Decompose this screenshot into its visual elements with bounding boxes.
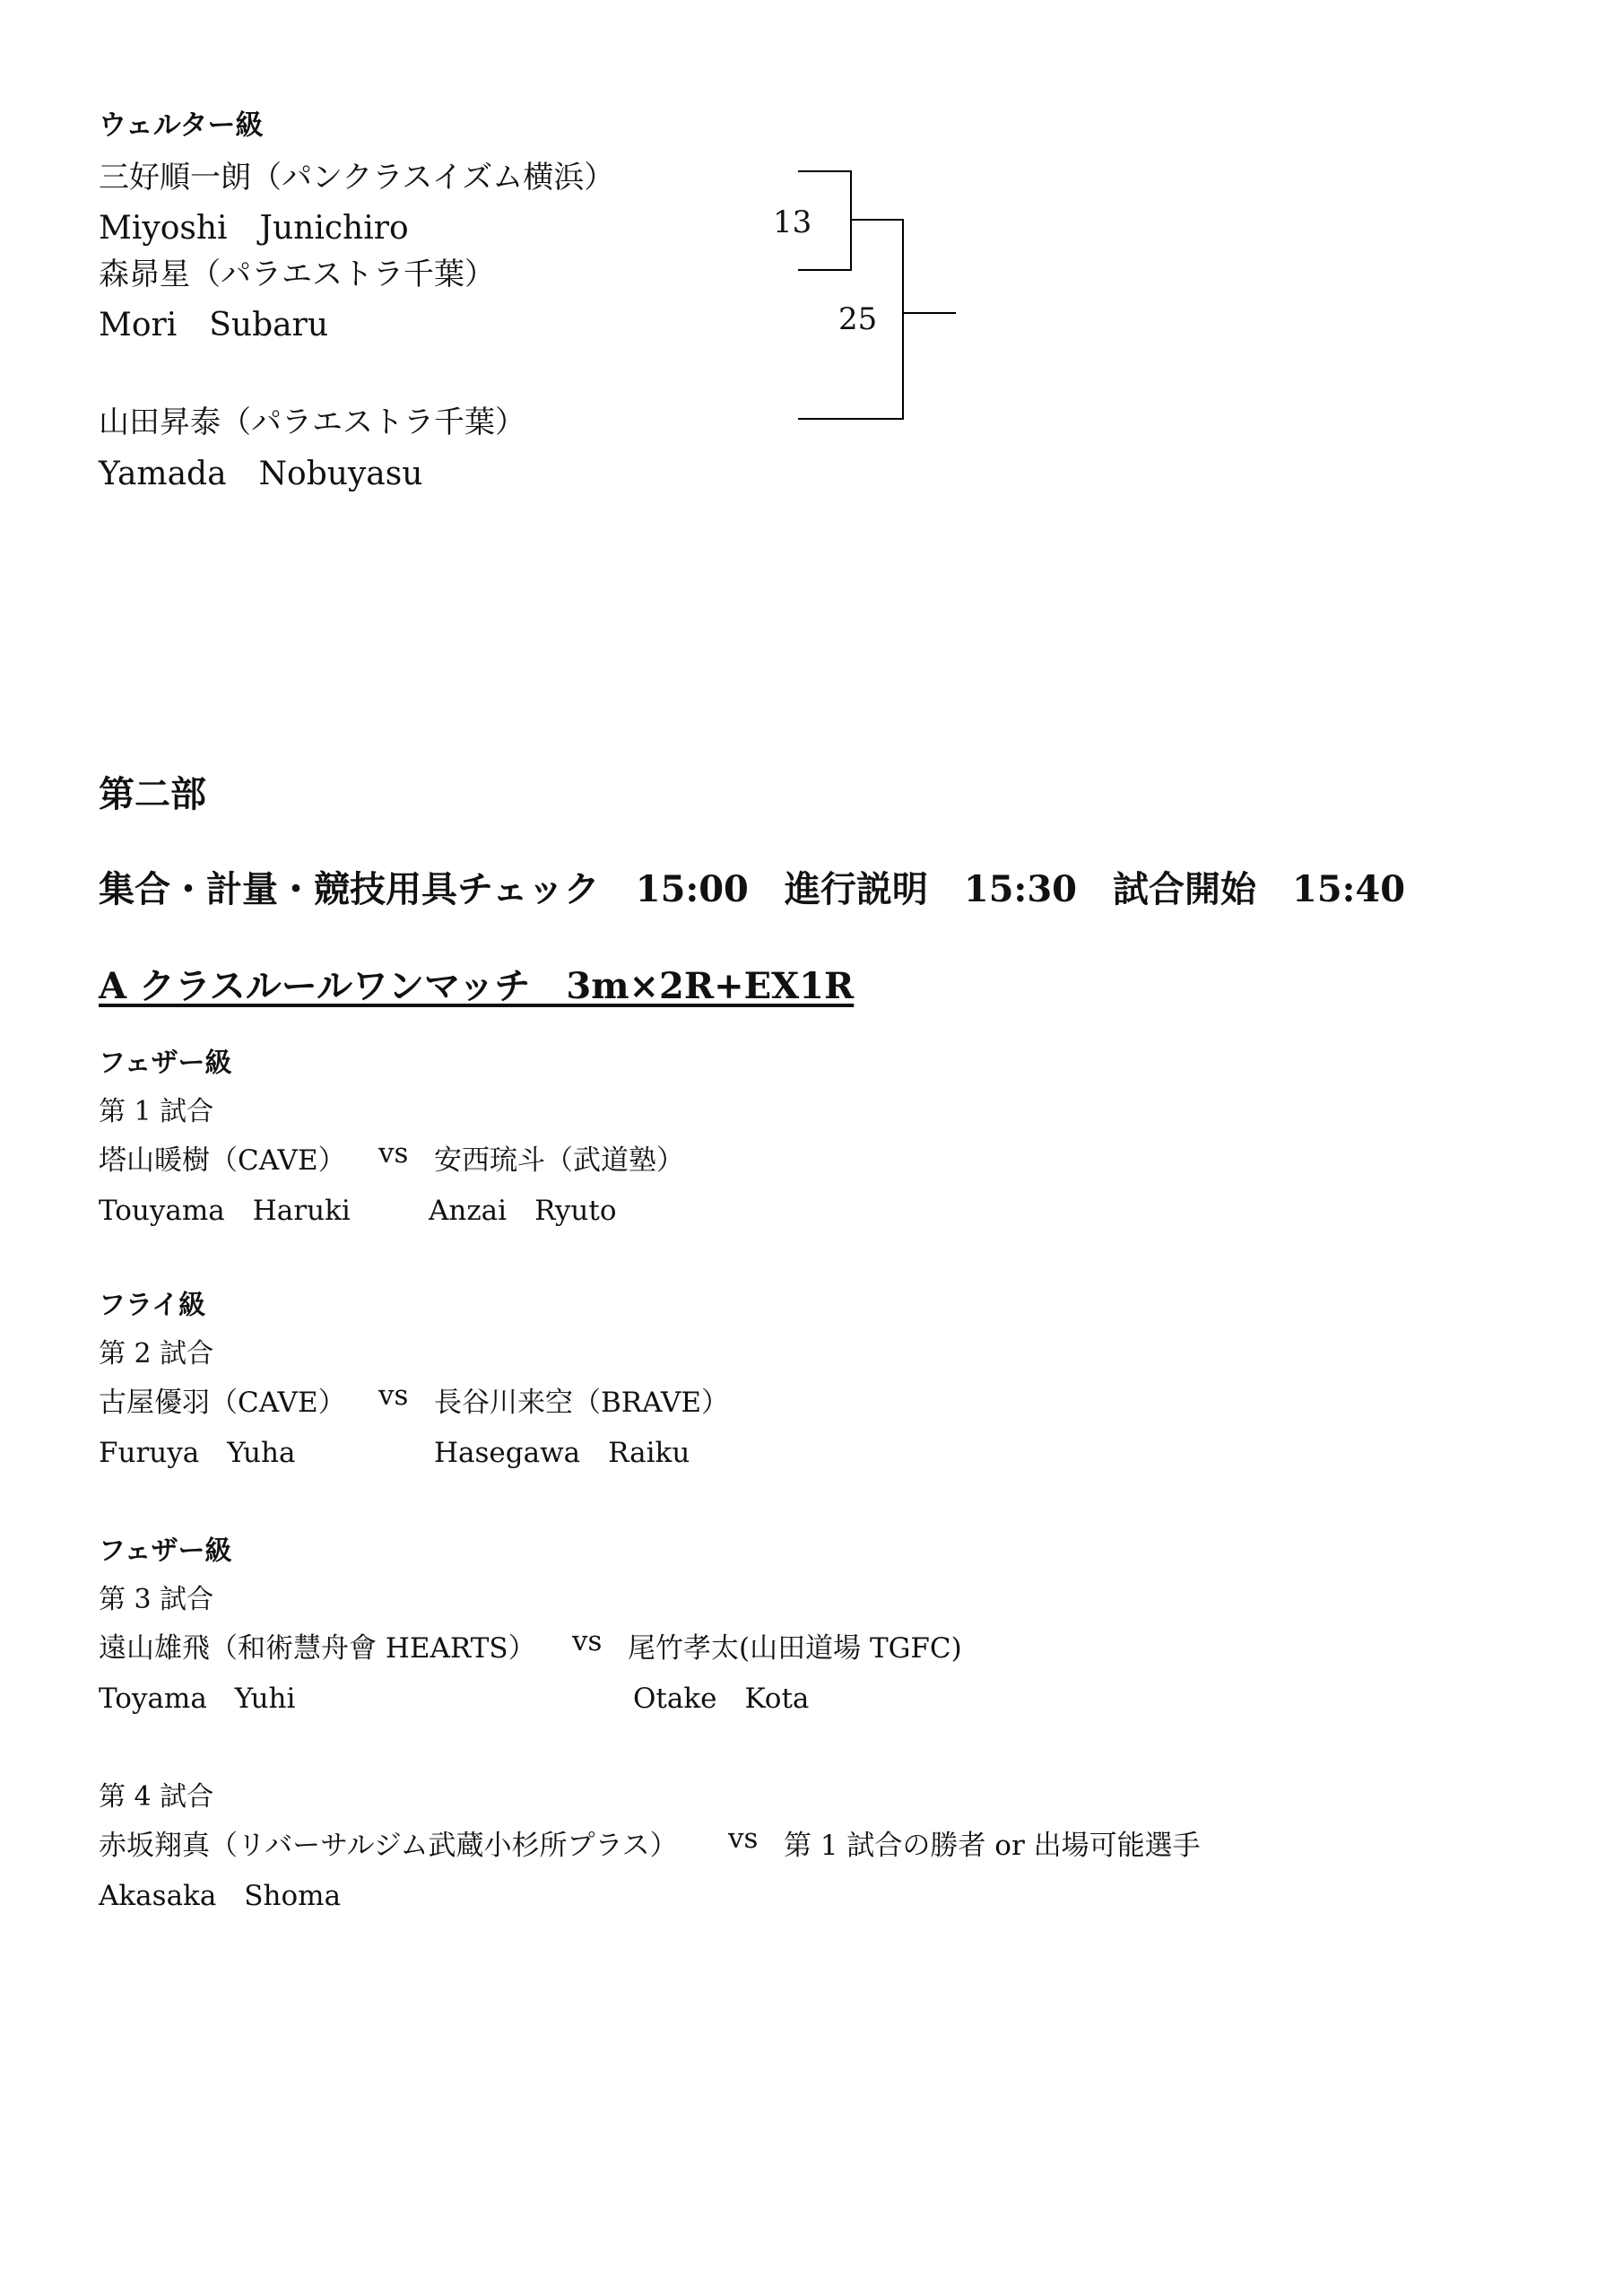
fighter-2-en: Mori Subaru: [99, 307, 329, 344]
bracket-line-vert-2: [902, 219, 904, 420]
part2-title: 第二部: [99, 773, 206, 815]
bout-3-weight: フェザー級: [99, 1535, 232, 1567]
bout-2-weight: フライ級: [99, 1290, 206, 1321]
bracket-line-bottom: [798, 418, 904, 420]
bout-4-blue-jp: 第 1 試合の勝者 or 出場可能選手: [784, 1830, 1201, 1862]
rule-heading: A クラスルールワンマッチ 3m×2R+EX1R: [99, 965, 855, 1007]
bout-1-number: 第 1 試合: [99, 1096, 214, 1127]
fighter-1-jp: 三好順一朗（パンクラスイズム横浜）: [99, 160, 615, 196]
bracket-line-vert-1: [850, 170, 852, 271]
bout-2-red-jp: 古屋優羽（CAVE）: [99, 1387, 346, 1419]
bout-4-red-en: Akasaka Shoma: [99, 1880, 342, 1912]
bout-1-blue-en: Anzai Ryuto: [429, 1195, 617, 1227]
fighter-1-en: Miyoshi Junichiro: [99, 210, 409, 247]
bout-1-vs: vs: [378, 1137, 409, 1170]
fighter-2-jp: 森昴星（パラエストラ千葉）: [99, 257, 495, 292]
part2-schedule: 集合・計量・競技用具チェック 15:00 進行説明 15:30 試合開始 15:40: [99, 868, 1406, 910]
bracket-line-winner: [902, 312, 956, 314]
bout-1-blue-jp: 安西琉斗（武道塾）: [434, 1144, 684, 1177]
bracket-line-top: [798, 170, 852, 172]
bracket-line-join-1: [850, 219, 904, 221]
bout-4-number: 第 4 試合: [99, 1781, 214, 1813]
bout-2-number: 第 2 試合: [99, 1338, 214, 1370]
bout-2-vs: vs: [378, 1379, 409, 1412]
bout-3-red-en: Toyama Yuhi: [99, 1683, 296, 1715]
bout-2-blue-jp: 長谷川来空（BRAVE）: [434, 1387, 729, 1419]
bout-1-red-jp: 塔山暖樹（CAVE）: [99, 1144, 346, 1177]
fighter-3-jp: 山田昇泰（パラエストラ千葉）: [99, 404, 525, 440]
bout-4-vs: vs: [728, 1822, 759, 1855]
bracket-line-mid: [798, 269, 852, 271]
bout-4-red-jp: 赤坂翔真（リバーサルジム武蔵小杉所プラス）: [99, 1830, 678, 1862]
bout-3-blue-jp: 尾竹孝太(山田道場 TGFC): [628, 1632, 962, 1665]
bracket-number-13: 13: [773, 204, 812, 240]
bracket-number-25: 25: [838, 301, 878, 337]
bout-2-blue-en: Hasegawa Raiku: [434, 1437, 690, 1469]
bout-1-red-en: Touyama Haruki: [99, 1195, 351, 1227]
bout-3-red-jp: 遠山雄飛（和術慧舟會 HEARTS）: [99, 1632, 536, 1665]
bout-3-vs: vs: [572, 1625, 603, 1657]
bout-3-number: 第 3 試合: [99, 1584, 214, 1615]
fighter-3-en: Yamada Nobuyasu: [99, 456, 423, 492]
bout-1-weight: フェザー級: [99, 1048, 232, 1079]
bout-3-blue-en: Otake Kota: [633, 1683, 810, 1715]
welter-title: ウェルター級: [99, 109, 264, 142]
bout-2-red-en: Furuya Yuha: [99, 1437, 296, 1469]
